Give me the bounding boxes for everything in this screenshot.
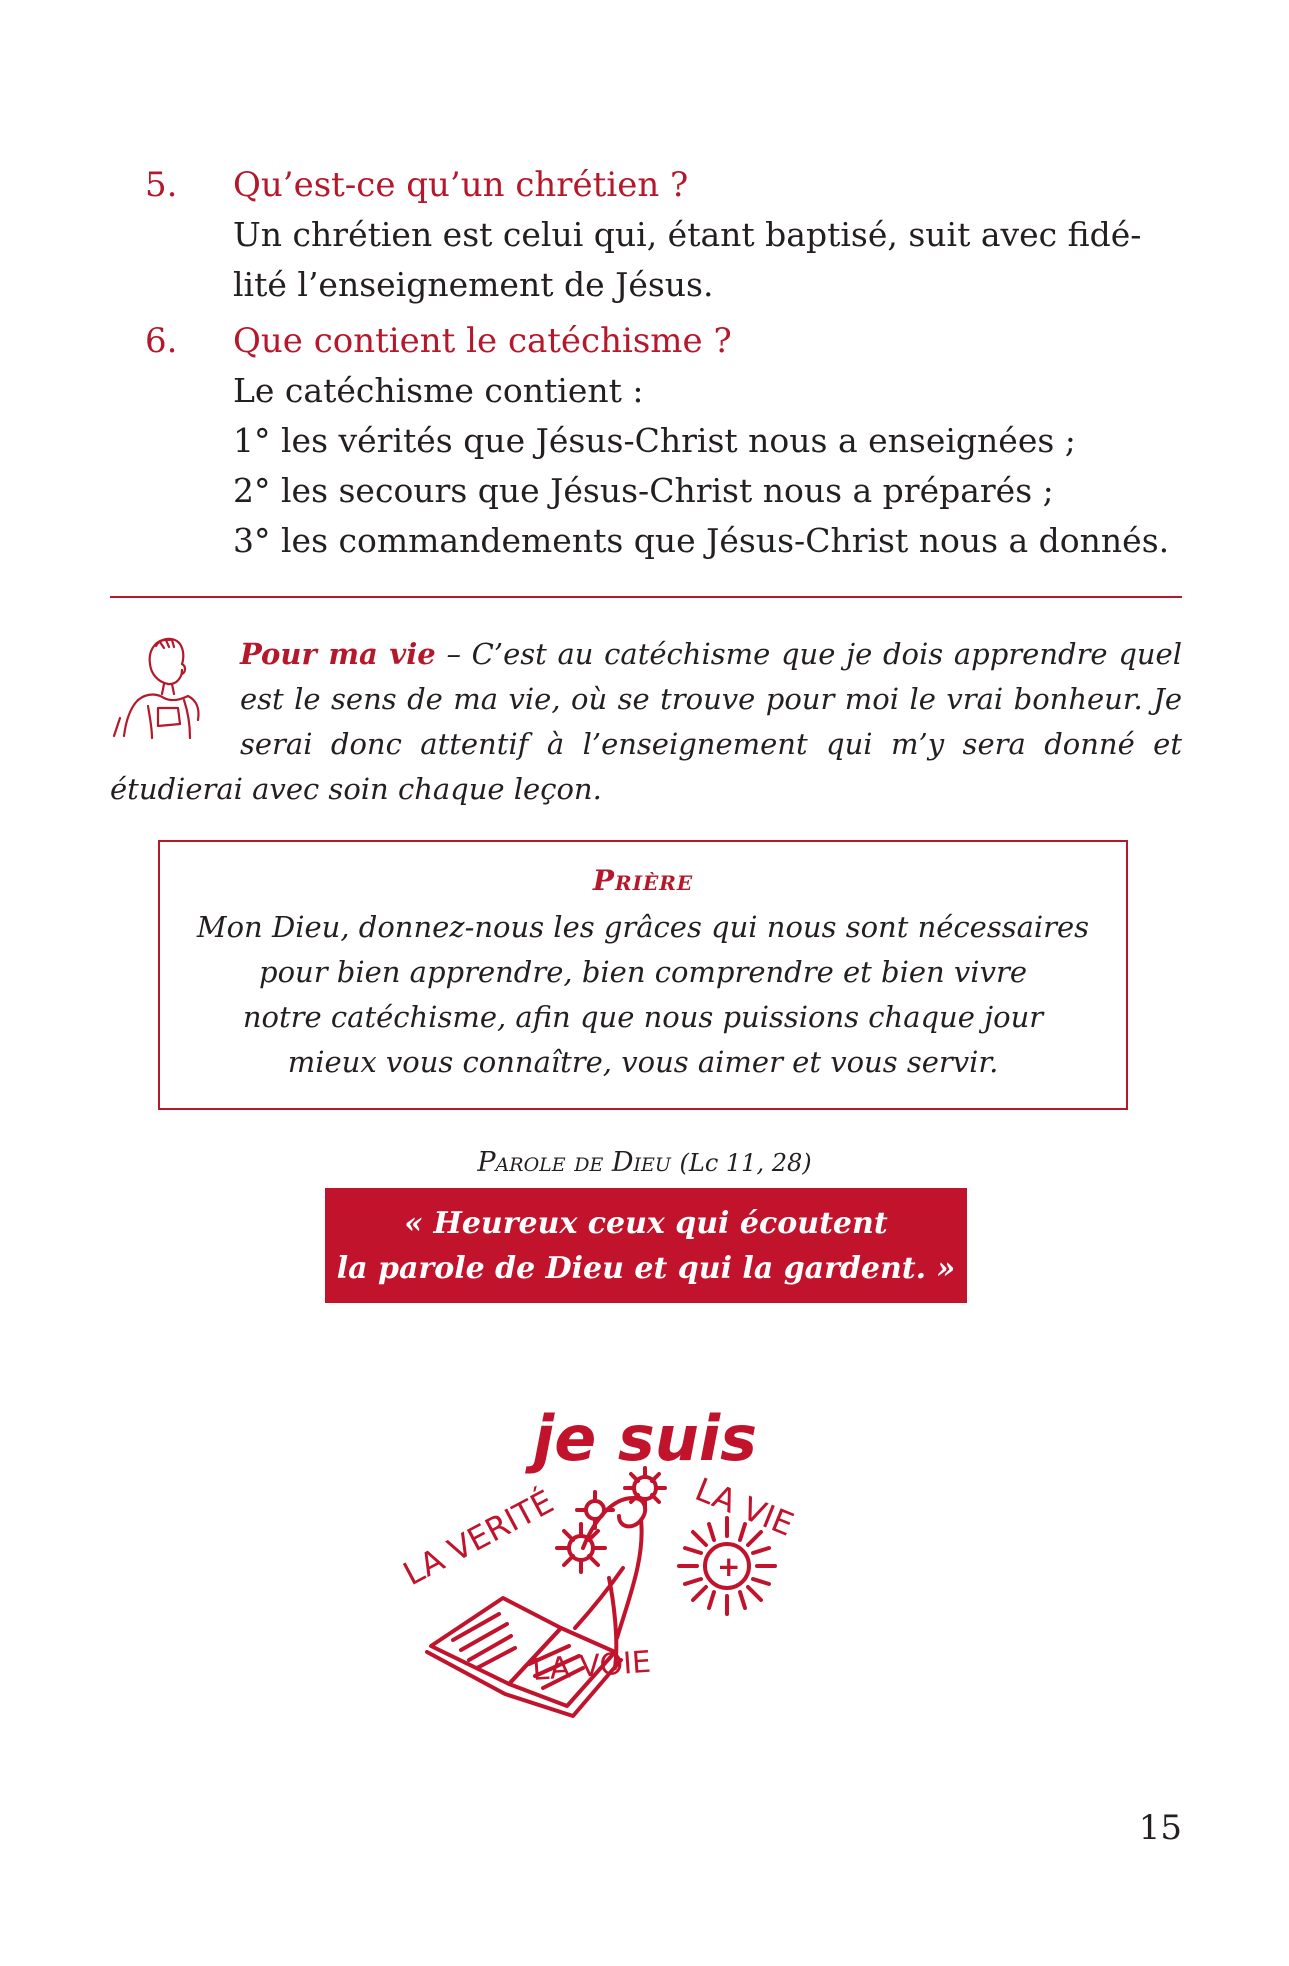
la-voie-text: LA VOIE	[531, 1644, 653, 1688]
cross-glyph: +	[717, 1550, 741, 1583]
la-verite-text: LA VERITÉ	[396, 1482, 560, 1594]
answer-line: 3° les commandements que Jésus-Christ nous a donnés.	[233, 521, 1170, 560]
answer-line: 2° les secours que Jésus-Christ nous a préparés ;	[233, 471, 1054, 510]
question-number: 6.	[145, 321, 178, 361]
question-text: Qu’est-ce qu’un chrétien ?	[233, 165, 689, 205]
priere-line: Mon Dieu, donnez-nous les grâces qui nous sont nécessaires	[196, 910, 1090, 944]
quote-line: « Heureux ceux qui écoutent	[404, 1206, 888, 1241]
priere-title: Prière	[592, 864, 694, 897]
icon-spacer	[110, 632, 240, 767]
quote-line: la parole de Dieu et qui la gardent. »	[336, 1251, 956, 1286]
la-vie-text: LA VIE	[690, 1470, 799, 1544]
answer-line: Un chrétien est celui qui, étant baptisé, suit avec fidé-	[233, 215, 1142, 254]
qa-item-6	[145, 316, 1185, 566]
pour-ma-vie-text: – C’est au catéchisme que je dois apprendre quel est le sens de ma vie, où se trouve pour moi le vrai bonheur. Je serai donc attentif à l’enseignement qui m’y sera donné et étudierai avec soin chaque leçon.	[110, 637, 1182, 806]
je-suis-illustration	[383, 1398, 903, 1738]
parole-reference: (Lc 11, 28)	[679, 1149, 812, 1177]
priere-line: pour bien apprendre, bien comprendre et bien vivre	[259, 955, 1027, 989]
je-suis-text: je suis	[533, 1402, 758, 1475]
pour-ma-vie-title: Pour ma vie	[240, 637, 436, 671]
answer-line: Le catéchisme contient :	[233, 371, 644, 410]
answer-line: 1° les vérités que Jésus-Christ nous a enseignées ;	[233, 421, 1076, 460]
priere-box	[158, 840, 1128, 1110]
question-number: 5.	[145, 165, 178, 205]
page-number: 15	[1138, 1808, 1182, 1848]
priere-line: notre catéchisme, afin que nous puissions chaque jour	[242, 1000, 1044, 1034]
parole-title: Parole de Dieu	[477, 1147, 671, 1178]
qa-section	[145, 160, 1185, 566]
answer-line: lité l’enseignement de Jésus.	[233, 265, 714, 304]
qa-item-5	[145, 160, 1185, 310]
pour-ma-vie-paragraph	[110, 632, 1182, 812]
priere-line: mieux vous connaître, vous aimer et vous servir.	[287, 1045, 999, 1079]
section-divider	[110, 596, 1182, 598]
question-text: Que contient le catéchisme ?	[233, 321, 732, 361]
parole-heading	[0, 1147, 1289, 1178]
scripture-quote	[325, 1188, 967, 1303]
